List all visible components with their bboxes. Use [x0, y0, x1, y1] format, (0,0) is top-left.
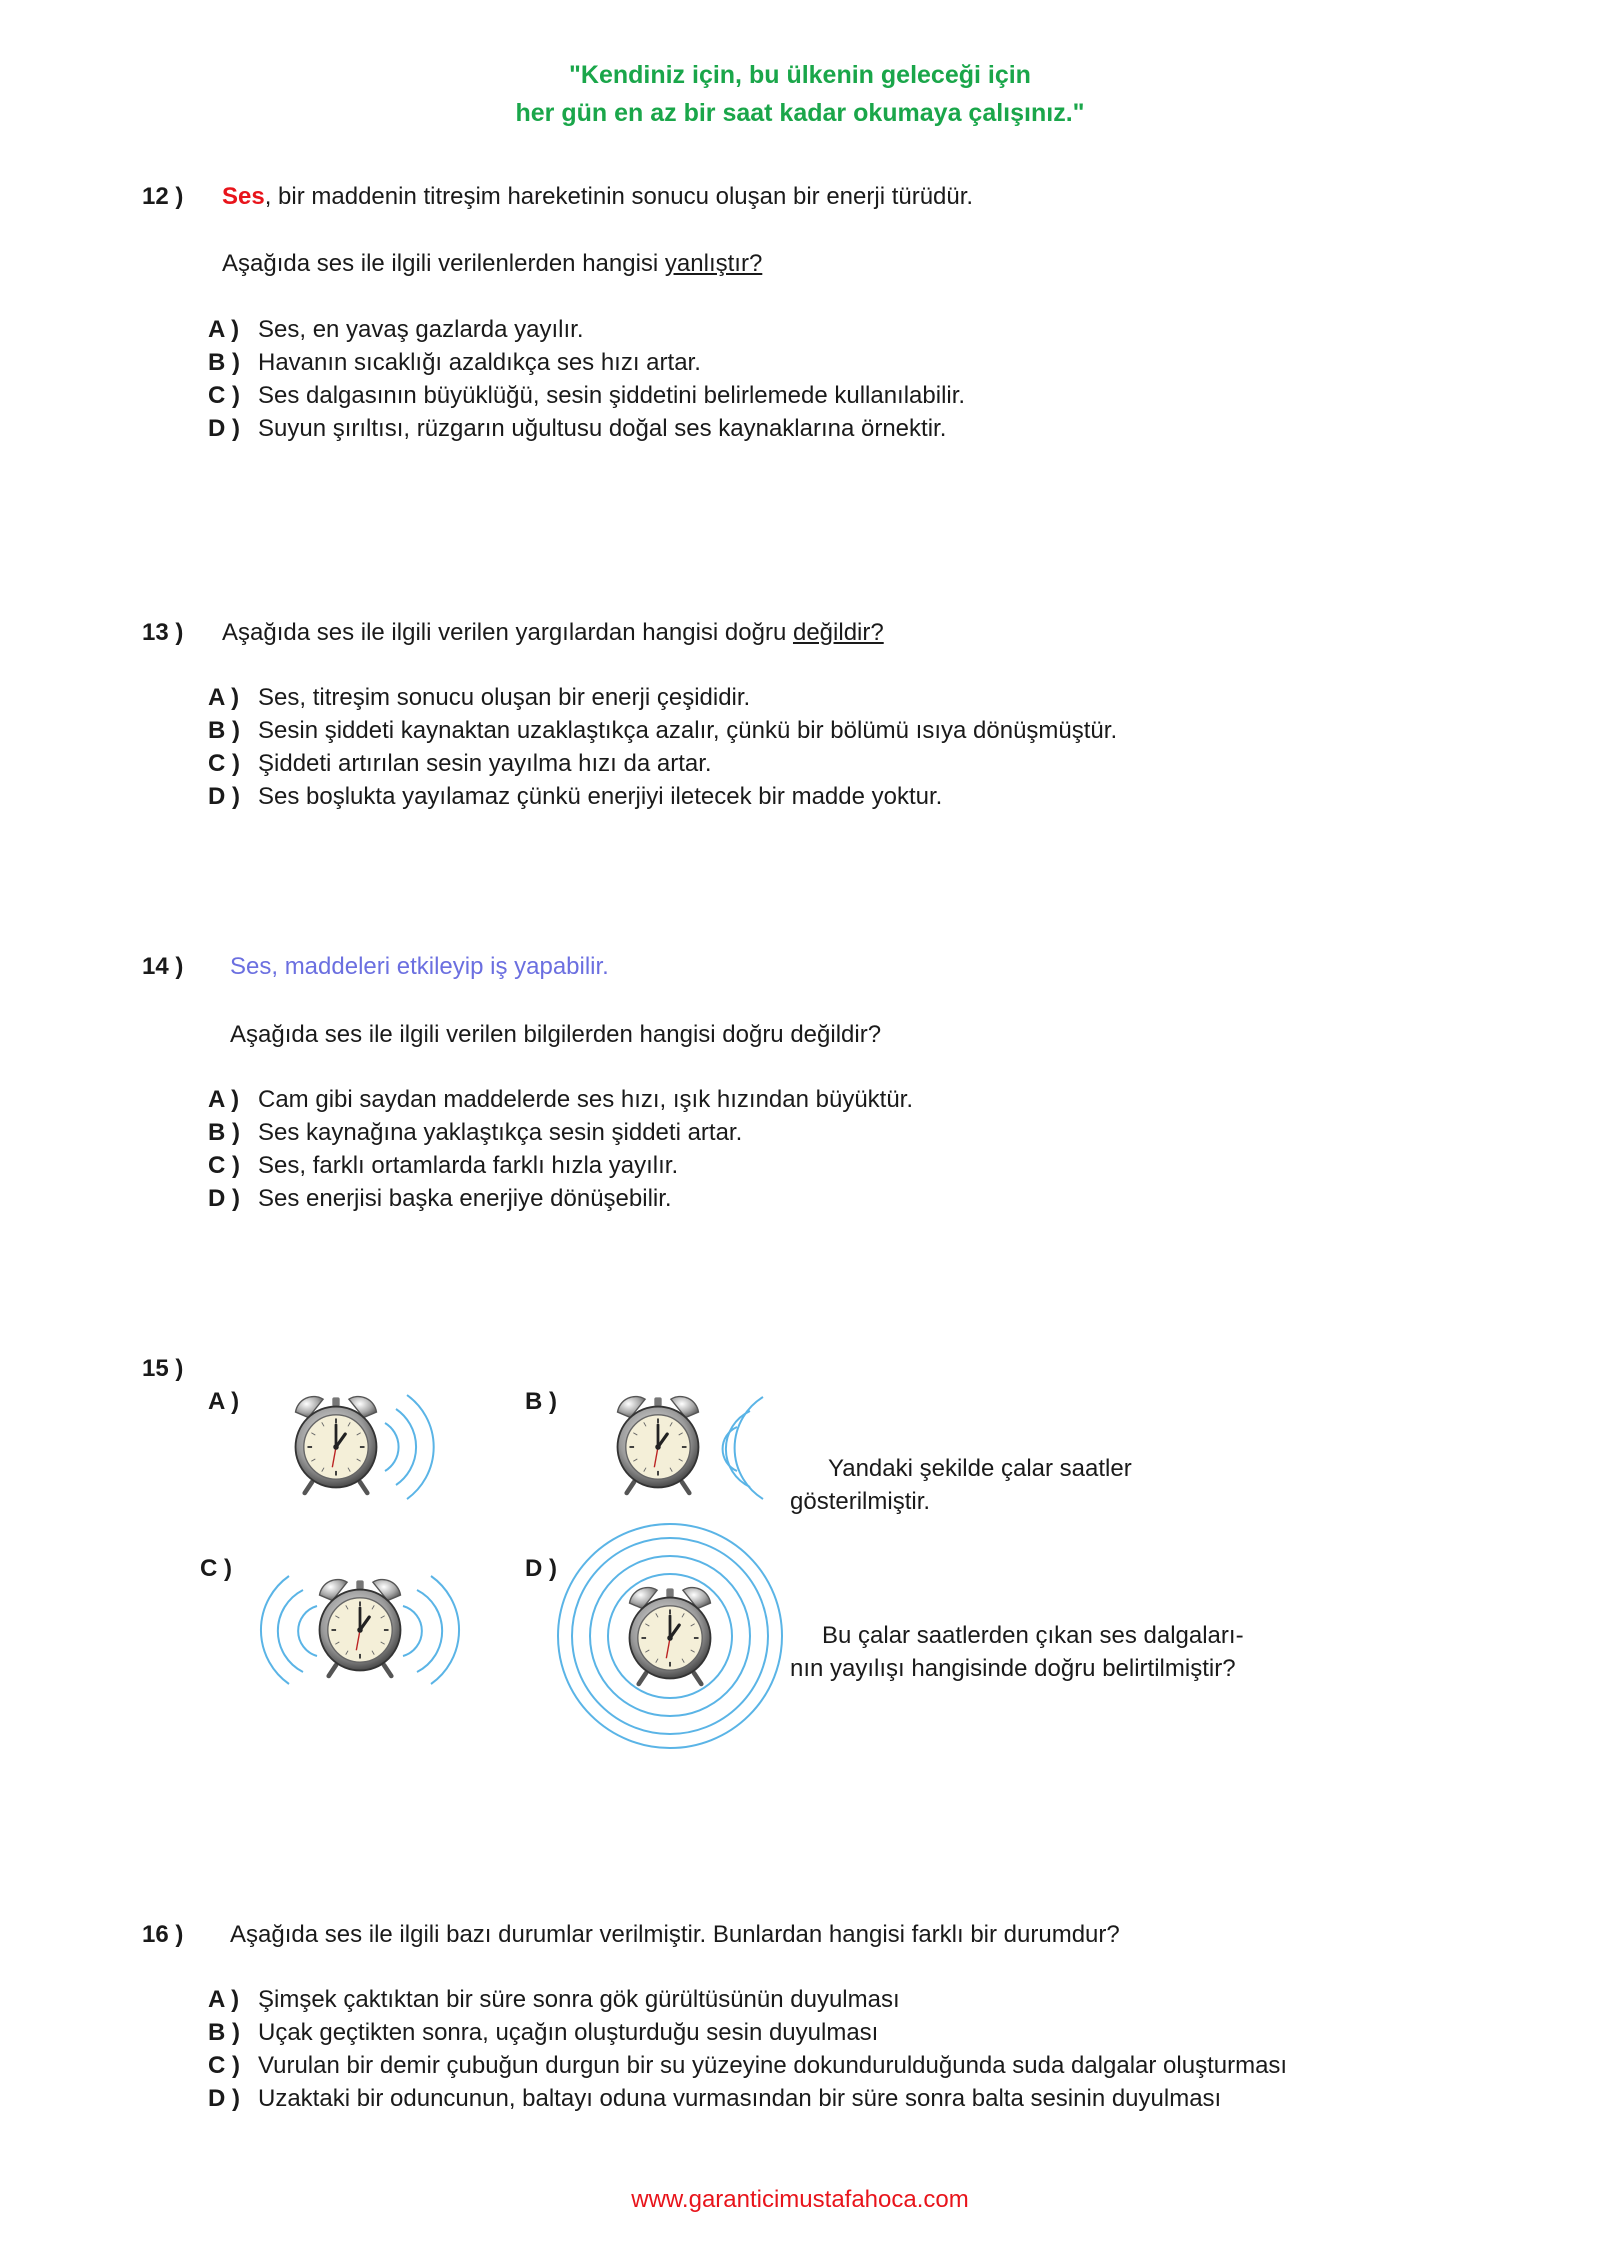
option-b-label[interactable]: B ) — [525, 1388, 557, 1415]
clock-a-figure — [270, 1375, 450, 1510]
option-letter: D ) — [208, 2085, 240, 2112]
option-text: Ses boşlukta yayılamaz çünkü enerjiyi iletecek bir madde yoktur. — [258, 783, 943, 810]
option-c[interactable] — [208, 2049, 1287, 2082]
footer-url[interactable]: www.garanticimustafahoca.com — [631, 2186, 969, 2213]
option-c[interactable] — [208, 379, 965, 412]
option-letter: D ) — [208, 1185, 240, 1212]
question-12-intro — [222, 183, 973, 211]
stem-emphasis: yanlıştır? — [664, 250, 763, 277]
alarm-clock-icon — [320, 1580, 401, 1676]
clock-c-figure — [245, 1560, 475, 1690]
option-text: Uçak geçtikten sonra, uçağın oluşturduğu sesin duyulması — [258, 2019, 879, 2046]
option-letter: A ) — [208, 1986, 240, 2013]
alarm-clock-icon — [630, 1588, 711, 1684]
option-d-label[interactable]: D ) — [525, 1555, 557, 1582]
option-a[interactable] — [208, 313, 965, 346]
option-letter: C ) — [208, 382, 240, 409]
question-14-stem: Aşağıda ses ile ilgili verilen bilgilerden hangisi doğru değildir? — [230, 1021, 882, 1048]
motto-line-2: her gün en az bir saat kadar okumaya çalışınız." — [515, 99, 1085, 127]
option-text: Ses, titreşim sonucu oluşan bir enerji çeşididir. — [258, 684, 751, 711]
option-b[interactable] — [208, 714, 1117, 747]
question-13-number: 13 ) — [142, 619, 184, 646]
option-b[interactable] — [208, 2016, 1287, 2049]
question-12-stem — [222, 250, 762, 278]
option-text: Ses, farklı ortamlarda farklı hızla yayılır. — [258, 1152, 679, 1179]
option-d[interactable] — [208, 1182, 913, 1215]
option-text: Ses enerjisi başka enerjiye dönüşebilir. — [258, 1185, 672, 1212]
option-letter: B ) — [208, 1119, 240, 1146]
option-letter: C ) — [208, 750, 240, 777]
option-letter: D ) — [208, 783, 240, 810]
motto-line-1: "Kendiniz için, bu ülkenin geleceği için — [569, 61, 1031, 89]
intro-text: , bir maddenin titreşim hareketinin sonucu oluşan bir enerji türüdür. — [264, 183, 974, 210]
option-letter: C ) — [208, 1152, 240, 1179]
question-16-options — [208, 1983, 1287, 2115]
option-letter: B ) — [208, 2019, 240, 2046]
option-letter: D ) — [208, 415, 240, 442]
option-b[interactable] — [208, 1116, 913, 1149]
stem-emphasis: değildir? — [792, 619, 884, 646]
question-15-stem-line-1: Bu çalar saatlerden çıkan ses dalgaları- — [822, 1622, 1244, 1649]
option-d[interactable] — [208, 780, 1117, 813]
option-text: Ses kaynağına yaklaştıkça sesin şiddeti artar. — [258, 1119, 743, 1146]
option-a[interactable] — [208, 1083, 913, 1116]
question-16-stem: Aşağıda ses ile ilgili bazı durumlar verilmiştir. Bunlardan hangisi farklı bir durumdur? — [230, 1921, 1120, 1948]
question-15-desc-line-1: Yandaki şekilde çalar saatler — [828, 1455, 1132, 1482]
question-15-stem-line-2: nın yayılışı hangisinde doğru belirtilmiştir? — [790, 1655, 1236, 1682]
option-letter: C ) — [208, 2052, 240, 2079]
question-14-intro: Ses, maddeleri etkileyip iş yapabilir. — [230, 953, 609, 980]
option-a-label[interactable]: A ) — [208, 1388, 240, 1415]
option-text: Vurulan bir demir çubuğun durgun bir su yüzeyine dokundurulduğunda suda dalgalar oluşturması — [258, 2052, 1288, 2079]
option-d[interactable] — [208, 2082, 1287, 2115]
option-text: Ses, en yavaş gazlarda yayılır. — [258, 316, 584, 343]
option-a[interactable] — [208, 1983, 1287, 2016]
option-text: Ses dalgasının büyüklüğü, sesin şiddetini belirlemede kullanılabilir. — [258, 382, 966, 409]
option-letter: A ) — [208, 316, 240, 343]
question-13-options — [208, 681, 1117, 813]
option-a[interactable] — [208, 681, 1117, 714]
option-d[interactable] — [208, 412, 965, 445]
option-letter: A ) — [208, 684, 240, 711]
option-text: Şimşek çaktıktan bir süre sonra gök gürültüsünün duyulması — [258, 1986, 900, 2013]
option-text: Şiddeti artırılan sesin yayılma hızı da artar. — [258, 750, 712, 777]
option-letter: B ) — [208, 349, 240, 376]
stem-text: Aşağıda ses ile ilgili verilen yargılardan hangisi doğru — [222, 619, 793, 646]
question-12-options — [208, 313, 965, 445]
option-letter: B ) — [208, 717, 240, 744]
question-13-stem — [222, 619, 884, 647]
option-c[interactable] — [208, 747, 1117, 780]
question-16-number: 16 ) — [142, 1921, 184, 1948]
alarm-clock-icon — [296, 1397, 377, 1493]
option-text: Suyun şırıltısı, rüzgarın uğultusu doğal ses kaynaklarına örnektir. — [258, 415, 947, 442]
keyword-ses: Ses — [222, 183, 265, 210]
option-text: Uzaktaki bir oduncunun, baltayı oduna vurmasından bir süre sonra balta sesinin duyulması — [258, 2085, 1222, 2112]
alarm-clock-icon — [618, 1397, 699, 1493]
stem-text: Aşağıda ses ile ilgili verilenlerden hangisi — [222, 250, 665, 277]
option-b[interactable] — [208, 346, 965, 379]
option-c[interactable] — [208, 1149, 913, 1182]
question-15-number: 15 ) — [142, 1355, 184, 1382]
sound-wave-icon — [385, 1395, 434, 1499]
sound-wave-icon — [723, 1397, 763, 1499]
question-12-number: 12 ) — [142, 183, 184, 210]
option-text: Cam gibi saydan maddelerde ses hızı, ışık hızından büyüktür. — [258, 1086, 914, 1113]
option-letter: A ) — [208, 1086, 240, 1113]
question-14-options — [208, 1083, 913, 1215]
question-15-desc-line-2: gösterilmiştir. — [790, 1488, 931, 1515]
option-text: Sesin şiddeti kaynaktan uzaklaştıkça azalır, çünkü bir bölümü ısıya dönüşmüştür. — [258, 717, 1118, 744]
question-14-number: 14 ) — [142, 953, 184, 980]
clock-d-figure — [555, 1518, 785, 1748]
option-text: Havanın sıcaklığı azaldıkça ses hızı artar. — [258, 349, 701, 376]
clock-b-figure — [600, 1375, 780, 1510]
option-c-label[interactable]: C ) — [200, 1555, 232, 1582]
